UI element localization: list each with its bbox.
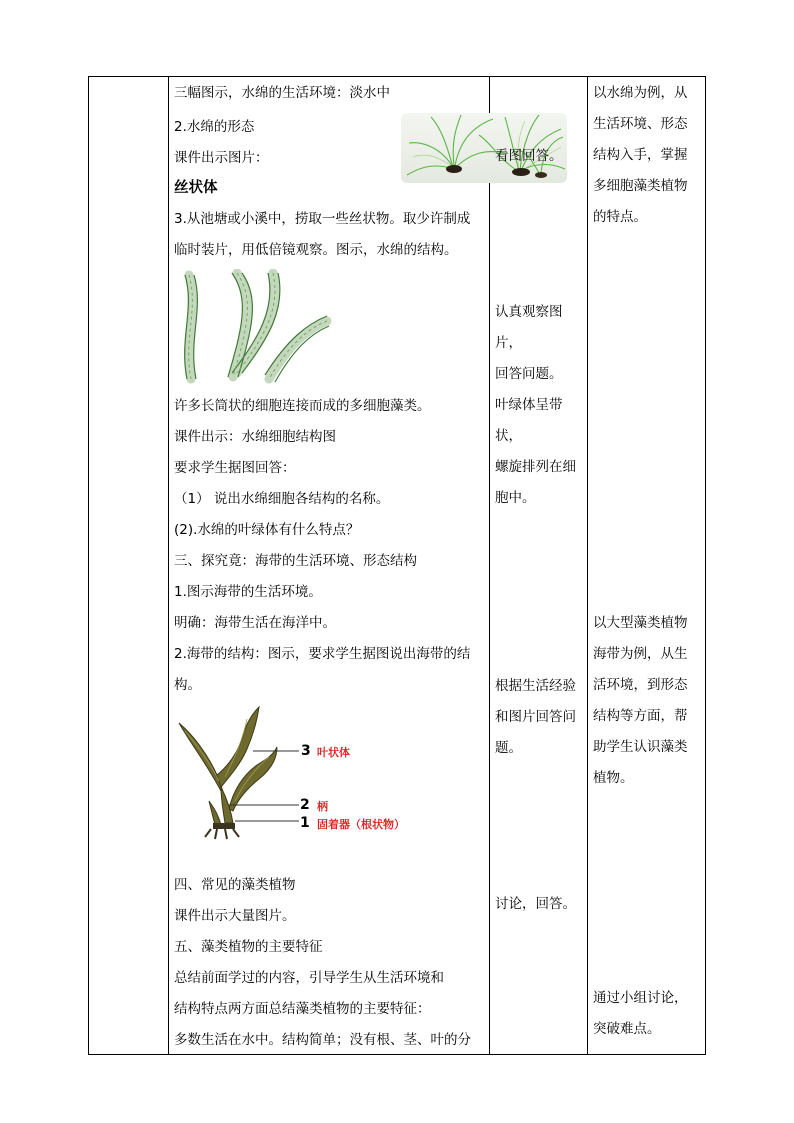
text-line: 2.水绵的形态	[174, 119, 255, 135]
text-line: 和图片回答问	[495, 709, 576, 725]
text-line: 胞中。	[495, 490, 536, 506]
text-line: 明确：海带生活在海洋中。	[174, 615, 336, 631]
kelp-label-text: 柄	[317, 800, 328, 813]
text-line: 的特点。	[593, 209, 647, 225]
text-line: 课件出示：水绵细胞结构图	[174, 429, 336, 445]
student-answer-3	[495, 671, 576, 764]
text-line: 许多长筒状的细胞连接而成的多细胞藻类。	[174, 398, 431, 414]
text-line: 多数生活在水中。结构简单；没有根、茎、叶的分	[174, 1032, 471, 1048]
lesson-table	[88, 76, 706, 1055]
bold-heading: 丝状体	[174, 180, 218, 196]
text-line: 以水绵为例，从	[593, 85, 688, 101]
text-line: 三、探究竟：海带的生活环境、形态结构	[174, 553, 417, 569]
text-line: 以大型藻类植物	[593, 615, 688, 631]
text-line: 海带为例，从生	[593, 646, 688, 662]
design-intent-cell	[588, 77, 706, 1055]
text-line: 讨论，回答。	[495, 896, 576, 912]
teaching-activity-cell	[169, 77, 490, 1055]
design-intent-1	[593, 78, 688, 233]
kelp-label-text: 叶状体	[317, 746, 350, 759]
kelp-label-number: 3	[301, 743, 311, 759]
kelp-label-text: 固着器（根状物）	[317, 818, 405, 831]
text-line: 3.从池塘或小溪中，捞取一些丝状物。取少许制成	[174, 211, 471, 227]
design-intent-2	[593, 608, 688, 794]
text-line: 多细胞藻类植物	[593, 178, 688, 194]
text-line: 课件出示大量图片。	[174, 908, 296, 924]
text-line: 根据生活经验	[495, 678, 576, 694]
text-line: 结构等方面，帮	[593, 708, 688, 724]
kelp-structure-diagram	[173, 705, 433, 861]
text-line: 临时装片，用低倍镜观察。图示，水绵的结构。	[174, 242, 458, 258]
student-activity-cell	[490, 77, 588, 1055]
text-line: 四、常见的藻类植物	[174, 877, 296, 893]
table-row	[89, 77, 706, 1055]
text-line: 1.图示海带的生活环境。	[174, 584, 322, 600]
text-line: 五、藻类植物的主要特征	[174, 939, 323, 955]
text-line: 叶绿体呈带状，	[495, 397, 563, 444]
blank-column-cell	[89, 77, 169, 1055]
text-line: 看图回答。	[495, 148, 563, 164]
text-line: 总结前面学过的内容，引导学生从生活环境和	[174, 970, 444, 986]
student-answer-4	[495, 889, 576, 920]
student-answer-2	[495, 297, 587, 514]
text-line: （1） 说出水绵细胞各结构的名称。	[174, 491, 390, 507]
kelp-label-number: 1	[300, 815, 310, 831]
text-line: 助学生认识藻类	[593, 739, 688, 755]
text-line: 构。	[174, 677, 201, 693]
text-line: 三幅图示，水绵的生活环境：淡水中	[174, 85, 390, 101]
text-line: 植物。	[593, 770, 634, 786]
text-line: 结构入手，掌握	[593, 147, 688, 163]
text-line: 活环境，到形态	[593, 677, 688, 693]
text-line: 要求学生据图回答：	[174, 460, 296, 476]
text-line: (2).水绵的叶绿体有什么特点？	[174, 522, 360, 538]
text-line: 题。	[495, 740, 522, 756]
text-line: 螺旋排列在细	[495, 459, 576, 475]
text-line: 突破难点。	[593, 1021, 661, 1037]
design-intent-3	[593, 983, 688, 1045]
text-line: 课件出示图片：	[174, 150, 269, 166]
text-line: 通过小组讨论，	[593, 990, 688, 1006]
student-answer-1	[495, 141, 563, 172]
kelp-label-number: 2	[300, 797, 310, 813]
text-line: 回答问题。	[495, 366, 563, 382]
text-line: 结构特点两方面总结藻类植物的主要特征：	[174, 1001, 431, 1017]
spirogyra-filament-drawing	[177, 269, 337, 384]
text-line: 认真观察图片，	[495, 304, 563, 351]
text-line: 2.海带的结构：图示，要求学生据图说出海带的结	[174, 646, 471, 662]
text-line: 生活环境、形态	[593, 116, 688, 132]
